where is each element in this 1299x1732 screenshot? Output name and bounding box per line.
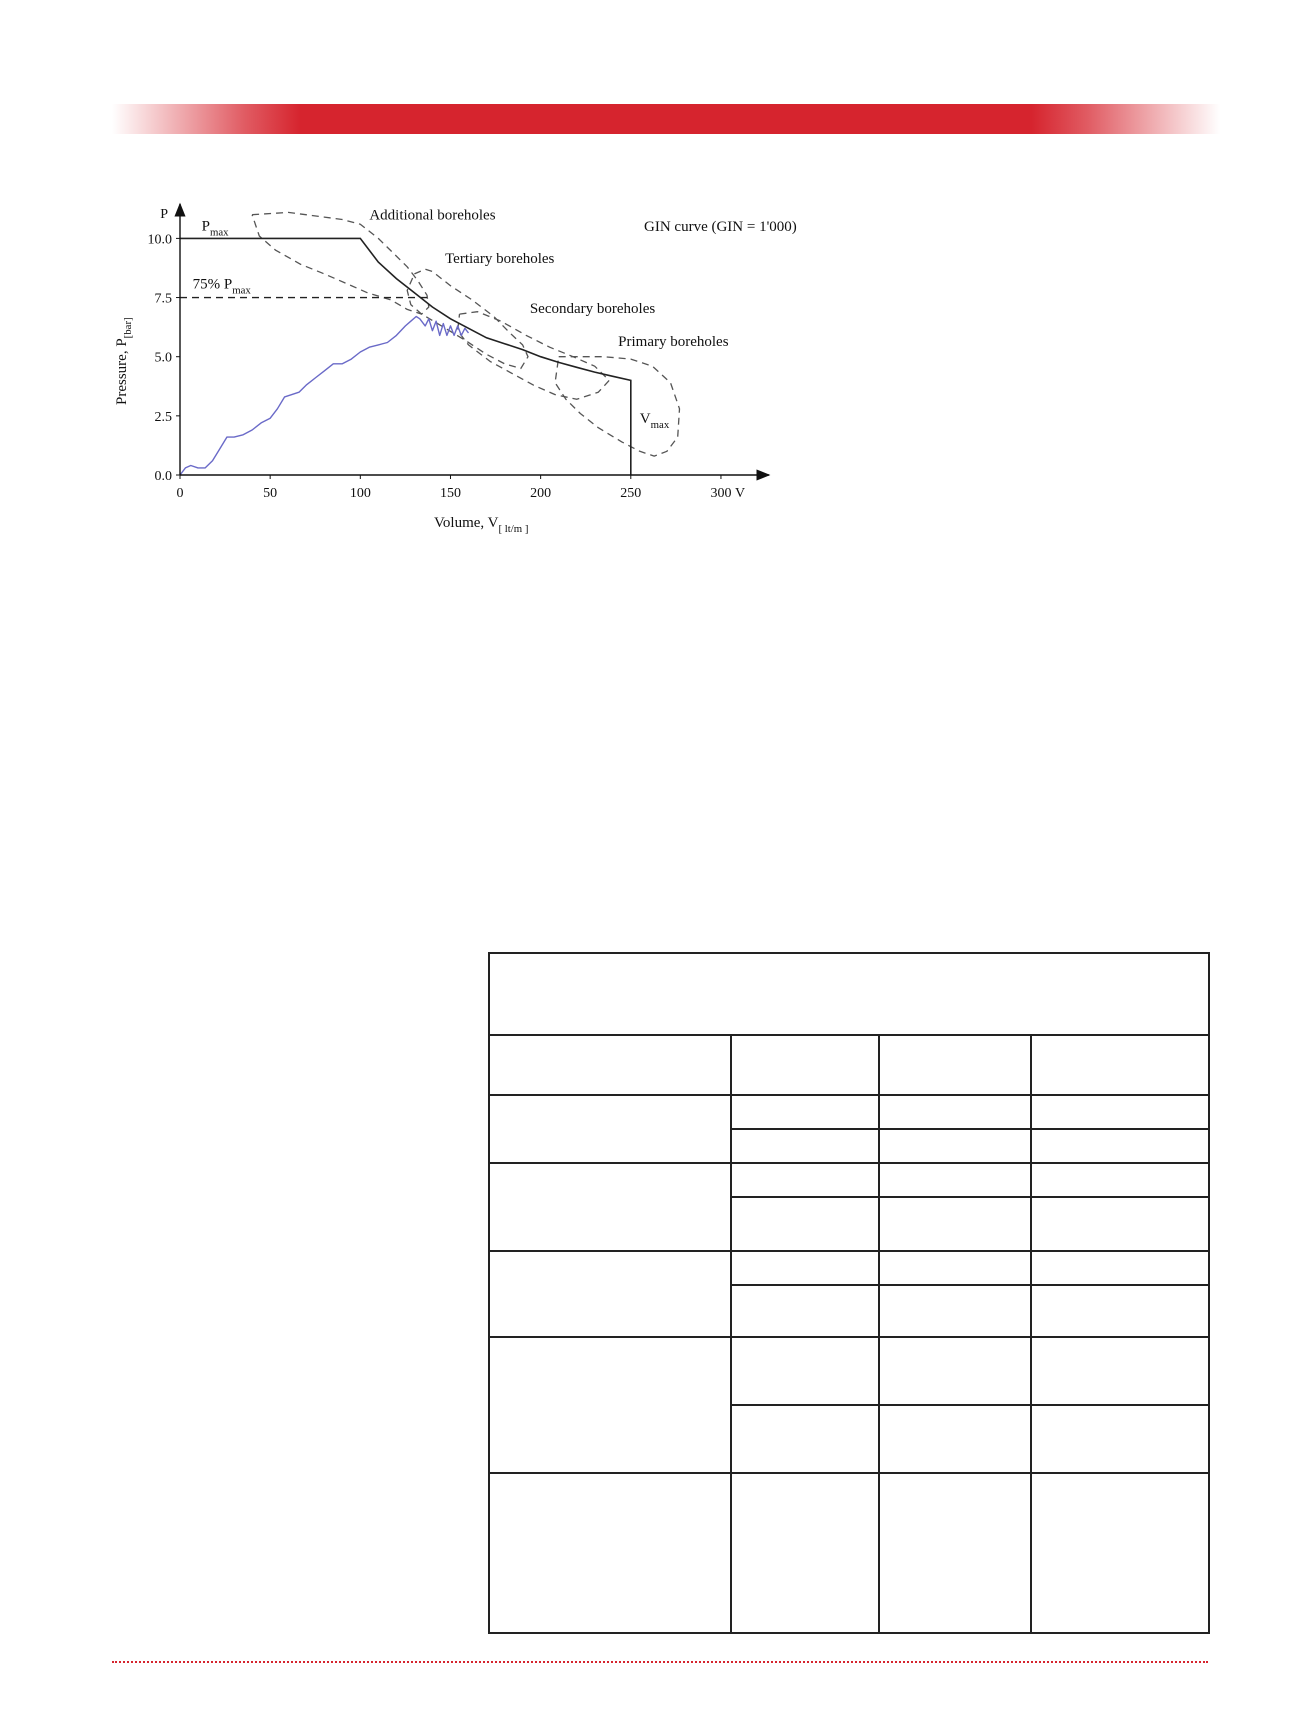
chart-title: GIN curve (GIN = 1'000) [644, 219, 797, 235]
table-cell [732, 1338, 880, 1406]
table-header-cell [1032, 1036, 1208, 1096]
vmax-label-sub: max [650, 418, 670, 431]
x-tick-label: 200 [530, 486, 552, 501]
borehole-zones [252, 212, 679, 456]
table-cell [732, 1406, 880, 1474]
data-table [488, 952, 1210, 1634]
table-header-cell [732, 1036, 880, 1096]
gin-curve-figure [104, 200, 844, 540]
table-cell [1032, 1096, 1208, 1130]
table-cell [880, 1164, 1032, 1198]
y-axis-title [114, 317, 134, 405]
zone-outline [458, 312, 610, 400]
x-axis-title [434, 515, 528, 535]
table-cell [1032, 1130, 1208, 1164]
table-cell [1032, 1198, 1208, 1252]
y-tick-label: 7.5 [154, 291, 172, 307]
pmax-label [202, 218, 230, 238]
y-axis-end-label: P [160, 207, 168, 222]
zone-annotation: Additional boreholes [369, 207, 496, 224]
header-red-bar [112, 104, 1220, 134]
table-row-label [490, 1338, 732, 1474]
x-tick-label: 0 [176, 486, 184, 501]
footer-dotted-rule [112, 1661, 1208, 1663]
table-cell [880, 1474, 1032, 1632]
table-cell [880, 1406, 1032, 1474]
table-cell [732, 1130, 880, 1164]
p75-label-main: 75% P [192, 276, 233, 293]
grouting-curve-line [180, 317, 469, 476]
y-tick-label: 5.0 [154, 350, 172, 366]
x-tick-label: 300 [710, 486, 732, 501]
table-cell [1032, 1252, 1208, 1286]
table-cell [880, 1338, 1032, 1406]
table-row-label [490, 1474, 732, 1632]
table-cell [732, 1198, 880, 1252]
pmax-label-main: P [201, 218, 210, 235]
table-cell [880, 1286, 1032, 1338]
zone-outline [407, 269, 528, 368]
zone-annotation: Primary boreholes [618, 334, 729, 351]
table-cell [732, 1474, 880, 1632]
table-cell [1032, 1474, 1208, 1632]
table-cell [1032, 1406, 1208, 1474]
table-cell [880, 1130, 1032, 1164]
table-cell [732, 1286, 880, 1338]
table-cell [880, 1198, 1032, 1252]
table-header-cell [880, 1036, 1032, 1096]
table-cell [880, 1096, 1032, 1130]
table-row-label [490, 1096, 732, 1164]
zone-outline [252, 212, 429, 314]
table-row-label [490, 1164, 732, 1252]
pmax-label-sub: max [209, 226, 229, 239]
x-axis-title-main: Volume, V [434, 515, 499, 531]
table-title-cell [490, 954, 1208, 1036]
zone-annotation: Tertiary boreholes [445, 251, 555, 268]
x-tick-label: 150 [439, 486, 461, 501]
table-cell [732, 1164, 880, 1198]
table-cell [1032, 1164, 1208, 1198]
y-axis-title-main: Pressure, P [114, 338, 130, 405]
p75-label [193, 277, 252, 297]
y-tick-label: 0.0 [154, 469, 172, 484]
table-cell [1032, 1286, 1208, 1338]
x-tick-label: 250 [620, 486, 642, 501]
axes [114, 204, 769, 535]
zone-annotation: Secondary boreholes [529, 300, 656, 317]
p75-label-sub: max [232, 284, 251, 297]
vmax-label [640, 411, 670, 431]
x-tick-label: 100 [349, 486, 371, 501]
table-cell [1032, 1338, 1208, 1406]
table-row-label [490, 1252, 732, 1338]
x-tick-label: 50 [263, 486, 278, 501]
y-tick-label: 10.0 [147, 232, 172, 248]
x-axis-title-sub: [ lt/m ] [498, 523, 529, 535]
table-cell [880, 1252, 1032, 1286]
x-axis-end-label: V [734, 486, 746, 501]
gin-chart [104, 200, 844, 540]
table-cell [732, 1096, 880, 1130]
table-header-cell [490, 1036, 732, 1096]
vmax-label-main: V [639, 410, 651, 427]
y-axis-title-sub: [bar] [122, 317, 134, 339]
zone-outline [555, 357, 679, 456]
table-cell [732, 1252, 880, 1286]
y-tick-label: 2.5 [154, 409, 172, 425]
